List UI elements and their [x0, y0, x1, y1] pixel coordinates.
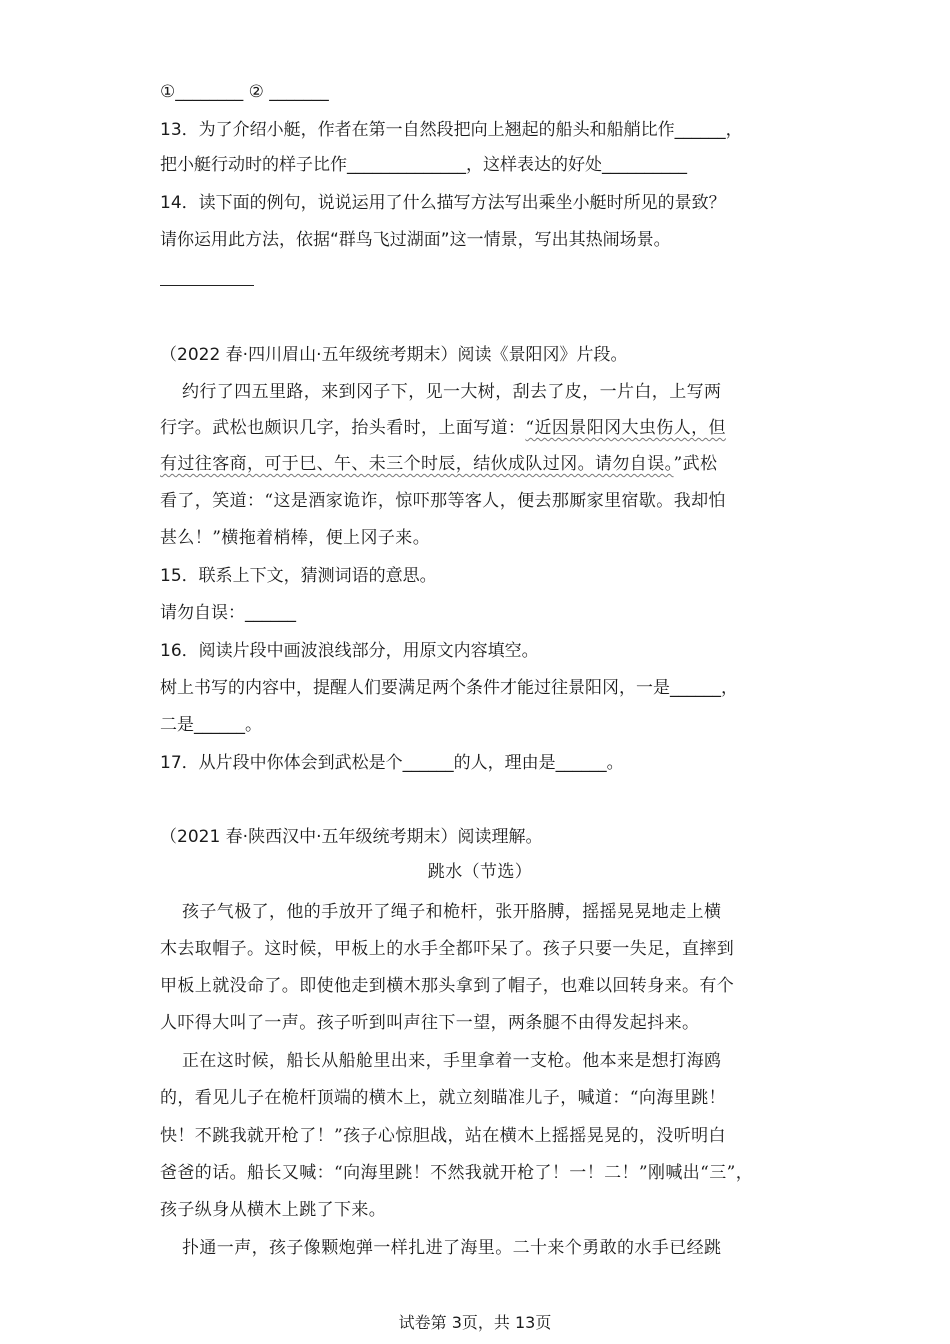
passage3-line-4: 人吓得大叫了一声。孩子听到叫声往下一望，两条腿不由得发起抖来。: [160, 1013, 700, 1033]
passage2-line-1: 约行了四五里路，来到冈子下，见一大树，刮去了皮，一片白，上写两: [182, 382, 722, 402]
passage3-line-5: 正在这时候，船长从船舱里出来，手里拿着一支枪。他本来是想打海鸥: [182, 1051, 722, 1071]
passage2-line-2: [160, 416, 800, 440]
q14-line-1: 14．读下面的例句，说说运用了什么描写方法写出乘坐小艇时所见的景致？: [160, 193, 726, 213]
passage2-line-5: 甚么！”横拖着梢棒，便上冈子来。: [160, 528, 431, 548]
q13-line-2: 把小艇行动时的样子比作______________，这样表达的好处__________: [160, 155, 687, 175]
q16-line-2: 二是______。: [160, 715, 262, 735]
q15-prompt: 15．联系上下文，猜测词语的意思。: [160, 566, 437, 586]
passage3-line-8: 爸爸的话。船长又喊：“向海里跳！不然我就开枪了！一！二！”刚喊出“三”，: [160, 1163, 754, 1183]
q12-answer-blanks: ①________ ② _______: [160, 82, 329, 102]
wavy-underline-text: “近因景阳冈大虫伤人，但: [525, 418, 726, 438]
passage3-line-3: 甲板上就没命了。即使他走到横木那头拿到了帽子，也难以回转身来。有个: [160, 976, 735, 996]
passage3-line-10: 扑通一声，孩子像颗炮弹一样扎进了海里。二十来个勇敢的水手已经跳: [182, 1238, 722, 1258]
q17-prompt: 17．从片段中你体会到武松是个______的人，理由是______。: [160, 753, 624, 773]
wavy-underline-text: 有过往客商，可于巳、午、未三个时辰，结伙成队过冈。请勿自误。: [160, 454, 674, 474]
passage2-line-3: [160, 452, 800, 476]
q14-answer-blank: [160, 285, 254, 286]
passage3-line-9: 孩子纵身从横木上跳了下来。: [160, 1200, 387, 1220]
passage3-title: 跳水（节选）: [427, 862, 533, 882]
q16-prompt: 16．阅读片段中画波浪线部分，用原文内容填空。: [160, 641, 539, 661]
q16-line-1: 树上书写的内容中，提醒人们要满足两个条件才能过往景阳冈，一是______，: [160, 678, 738, 698]
passage3-line-1: 孩子气极了，他的手放开了绳子和桅杆，张开胳膊，摇摇晃晃地走上横: [182, 902, 722, 922]
page-footer: 试卷第 3页，共 13页: [398, 1313, 552, 1332]
passage2-line-4: 看了，笑道：“这是酒家诡诈，惊吓那等客人，便去那厮家里宿歇。我却怕: [160, 491, 726, 511]
passage3-line-6: 的，看见儿子在桅杆顶端的横木上，就立刻瞄准儿子，喊道：“向海里跳！: [160, 1088, 726, 1108]
q14-line-2: 请你运用此方法，依据“群鸟飞过湖面”这一情景，写出其热闹场景。: [160, 230, 671, 250]
section2-source: （2022 春·四川眉山·五年级统考期末）阅读《景阳冈》片段。: [160, 345, 628, 365]
passage2-line-2a: 行字。武松也颇识几字，抬头看时，上面写道：: [160, 418, 526, 438]
passage3-line-7: 快！不跳我就开枪了！”孩子心惊胆战，站在横木上摇摇晃晃的，没听明白: [160, 1126, 726, 1146]
q13-line-1: 13．为了介绍小艇，作者在第一自然段把向上翘起的船头和船艄比作______，: [160, 120, 743, 140]
passage2-line-3b: ”武松: [673, 454, 718, 474]
section3-source: （2021 春·陕西汉中·五年级统考期末）阅读理解。: [160, 827, 543, 847]
passage3-line-2: 木去取帽子。这时候，甲板上的水手全都吓呆了。孩子只要一失足，直摔到: [160, 939, 735, 959]
q15-item: 请勿自误：______: [160, 603, 296, 623]
